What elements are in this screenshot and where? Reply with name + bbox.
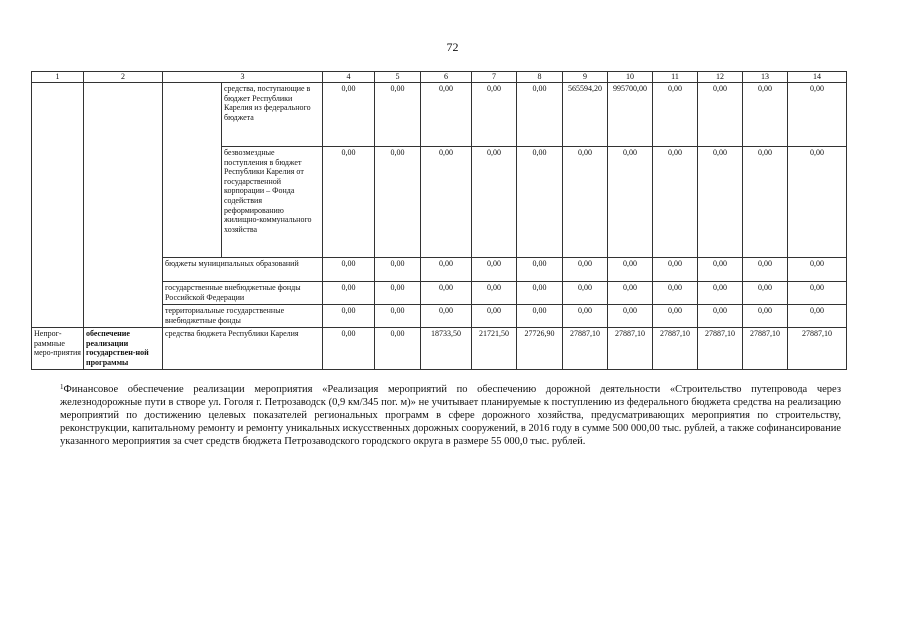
header-cell: 14 <box>788 72 847 83</box>
header-cell: 9 <box>563 72 608 83</box>
value-cell: 0,00 <box>653 83 698 147</box>
value-cell: 0,00 <box>698 305 743 328</box>
program-name-cell: обеспечение реализации государствен-ной программы <box>84 328 163 370</box>
header-cell: 3 <box>163 72 323 83</box>
value-cell: 0,00 <box>698 282 743 305</box>
value-cell: 0,00 <box>788 305 847 328</box>
value-cell: 995700,00 <box>608 83 653 147</box>
value-cell: 0,00 <box>698 83 743 147</box>
value-cell: 0,00 <box>323 258 375 282</box>
header-row <box>32 72 847 83</box>
table-row <box>32 83 847 147</box>
value-cell: 0,00 <box>653 258 698 282</box>
value-cell: 0,00 <box>563 147 608 258</box>
value-cell: 0,00 <box>472 305 517 328</box>
value-cell: 27887,10 <box>608 328 653 370</box>
value-cell: 27887,10 <box>563 328 608 370</box>
value-cell: 0,00 <box>375 282 421 305</box>
value-cell: 0,00 <box>608 282 653 305</box>
header-cell: 5 <box>375 72 421 83</box>
value-cell: 0,00 <box>743 147 788 258</box>
value-cell: 0,00 <box>472 282 517 305</box>
row-label: государственные внебюджетные фонды Российской Федерации <box>163 282 323 305</box>
empty-cell <box>32 83 84 328</box>
value-cell: 0,00 <box>421 147 472 258</box>
value-cell: 0,00 <box>788 282 847 305</box>
value-cell: 21721,50 <box>472 328 517 370</box>
value-cell: 0,00 <box>788 83 847 147</box>
row-label: территориальные государственные внебюджетные фонды <box>163 305 323 328</box>
row-label: средства бюджета Республики Карелия <box>163 328 323 370</box>
value-cell: 0,00 <box>323 83 375 147</box>
row-label: средства, поступающие в бюджет Республики Карелия из федерального бюджета <box>222 83 323 147</box>
value-cell: 0,00 <box>517 305 563 328</box>
value-cell: 0,00 <box>608 305 653 328</box>
value-cell: 0,00 <box>517 258 563 282</box>
value-cell: 0,00 <box>472 258 517 282</box>
header-cell: 13 <box>743 72 788 83</box>
value-cell: 0,00 <box>517 83 563 147</box>
value-cell: 0,00 <box>608 147 653 258</box>
value-cell: 0,00 <box>698 147 743 258</box>
value-cell: 0,00 <box>563 258 608 282</box>
value-cell: 0,00 <box>517 282 563 305</box>
header-cell: 10 <box>608 72 653 83</box>
value-cell: 18733,50 <box>421 328 472 370</box>
value-cell: 0,00 <box>375 328 421 370</box>
header-cell: 8 <box>517 72 563 83</box>
value-cell: 0,00 <box>472 83 517 147</box>
value-cell: 0,00 <box>653 282 698 305</box>
value-cell: 0,00 <box>608 258 653 282</box>
header-cell: 2 <box>84 72 163 83</box>
value-cell: 27726,90 <box>517 328 563 370</box>
budget-table <box>31 71 847 370</box>
value-cell: 27887,10 <box>788 328 847 370</box>
value-cell: 0,00 <box>563 305 608 328</box>
value-cell: 0,00 <box>653 305 698 328</box>
value-cell: 0,00 <box>563 282 608 305</box>
header-cell: 12 <box>698 72 743 83</box>
value-cell: 0,00 <box>698 258 743 282</box>
program-type-cell: Непрог-раммные меро-приятия <box>32 328 84 370</box>
table-row <box>32 328 847 370</box>
value-cell: 0,00 <box>375 305 421 328</box>
header-cell: 4 <box>323 72 375 83</box>
value-cell: 0,00 <box>743 83 788 147</box>
value-cell: 0,00 <box>743 305 788 328</box>
header-cell: 1 <box>32 72 84 83</box>
value-cell: 0,00 <box>375 147 421 258</box>
header-cell: 7 <box>472 72 517 83</box>
empty-cell <box>163 83 222 258</box>
value-cell: 0,00 <box>421 282 472 305</box>
footnote-text: Финансовое обеспечение реализации мероприятия «Реализация мероприятий по обеспечению дорожной деятельности «Строительство путепровода через железнодорожные пути в створе ул. Гоголя г. Петрозаводск (0,9 км/345 пог. м)» не учитывает планируемые к поступлению из федерального бюджета средства на реализацию мероприятий по достижению целевых показателей региональных программ в сфере дорожного хозяйства, предусматривающих мероприятия по строительству, реконструкции, капитальному ремонту и ремонту уникальных искусственных дорожных сооружений, в 2016 году в сумме 500 000,00 тыс. рублей, а также софинансирование указанного мероприятия за счет средств бюджета Петрозаводского городского округа в размере 55 000,0 тыс. рублей. <box>60 384 841 447</box>
value-cell: 0,00 <box>375 258 421 282</box>
page-number: 72 <box>446 40 459 54</box>
header-cell: 11 <box>653 72 698 83</box>
value-cell: 0,00 <box>517 147 563 258</box>
value-cell: 0,00 <box>788 258 847 282</box>
value-cell: 0,00 <box>743 282 788 305</box>
value-cell: 0,00 <box>421 258 472 282</box>
value-cell: 0,00 <box>375 83 421 147</box>
empty-cell <box>84 83 163 328</box>
value-cell: 0,00 <box>472 147 517 258</box>
value-cell: 0,00 <box>323 328 375 370</box>
value-cell: 0,00 <box>421 305 472 328</box>
value-cell: 0,00 <box>323 147 375 258</box>
value-cell: 0,00 <box>743 258 788 282</box>
value-cell: 0,00 <box>653 147 698 258</box>
value-cell: 27887,10 <box>698 328 743 370</box>
row-label: безвозмездные поступления в бюджет Республики Карелия от государственной корпорации – Фонда содействия реформированию жилищно-коммунального хозяйства <box>222 147 323 258</box>
value-cell: 0,00 <box>323 305 375 328</box>
value-cell: 0,00 <box>788 147 847 258</box>
row-label: бюджеты муниципальных образований <box>163 258 323 282</box>
footnote-marker: 1 <box>60 383 64 391</box>
value-cell: 0,00 <box>421 83 472 147</box>
value-cell: 27887,10 <box>653 328 698 370</box>
value-cell: 0,00 <box>323 282 375 305</box>
value-cell: 565594,20 <box>563 83 608 147</box>
value-cell: 27887,10 <box>743 328 788 370</box>
header-cell: 6 <box>421 72 472 83</box>
footnote <box>60 383 841 448</box>
